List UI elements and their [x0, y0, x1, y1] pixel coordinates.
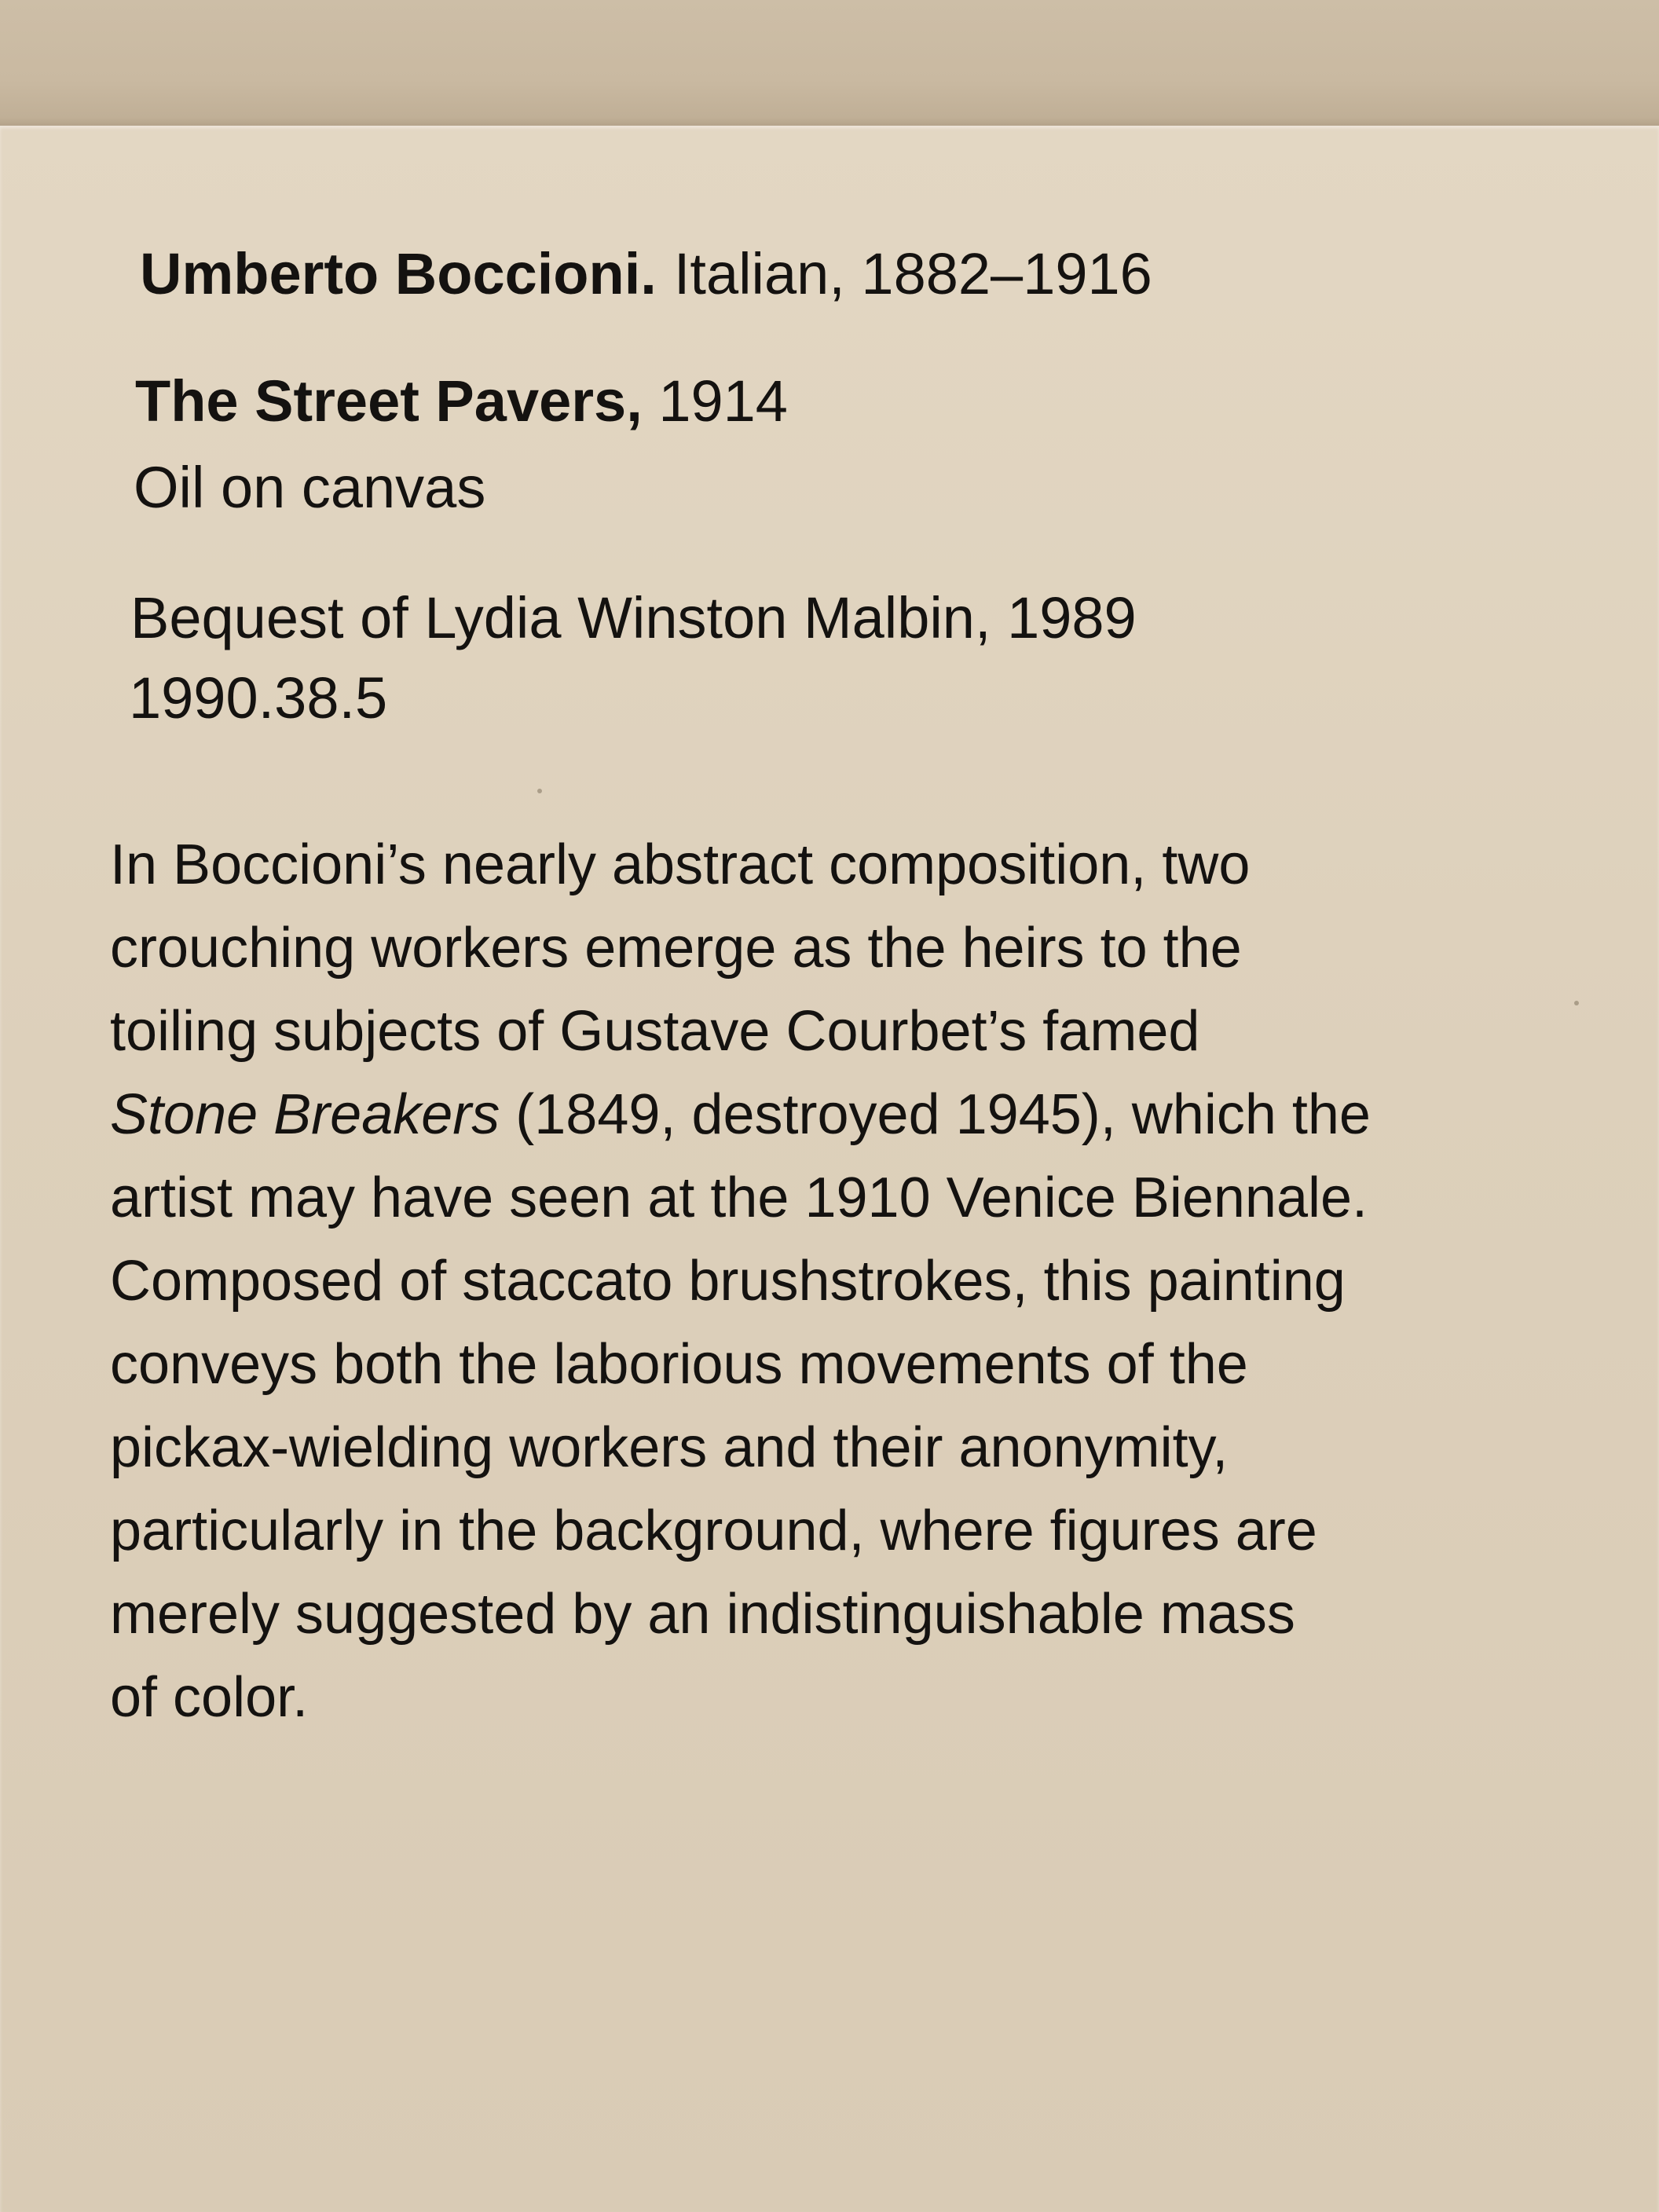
artwork-title-line	[135, 368, 788, 434]
description-line: toiling subjects of Gustave Courbet’s famed	[110, 1000, 1200, 1063]
description-line: pickax-wielding workers and their anonymity,	[110, 1416, 1229, 1479]
credit-line: Bequest of Lydia Winston Malbin, 1989	[130, 585, 1137, 650]
label-description	[110, 823, 1602, 1739]
accession-number: 1990.38.5	[129, 665, 388, 731]
description-line: of color.	[110, 1666, 309, 1729]
description-line: merely suggested by an indistinguishable mass	[110, 1583, 1295, 1646]
artwork-year: 1914	[658, 368, 788, 434]
description-line-with-title	[110, 1073, 1602, 1156]
description-line: particularly in the background, where figures are	[110, 1500, 1317, 1562]
artist-nationality: Italian, 1882–1916	[673, 241, 1152, 306]
artist-name: Umberto Boccioni.	[140, 241, 657, 306]
wall-background	[0, 0, 1659, 134]
description-line: conveys both the laborious movements of the	[110, 1333, 1248, 1396]
dust-speck	[1574, 1001, 1579, 1005]
artwork-title: The Street Pavers,	[135, 368, 643, 434]
description-line: Composed of staccato brushstrokes, this painting	[110, 1250, 1346, 1313]
description-line: artist may have seen at the 1910 Venice Biennale.	[110, 1166, 1368, 1229]
description-line-rest: (1849, destroyed 1945), which the	[515, 1083, 1371, 1146]
description-line: In Boccioni’s nearly abstract composition, two	[110, 833, 1251, 896]
artist-line	[140, 241, 1152, 306]
description-line: crouching workers emerge as the heirs to the	[110, 917, 1242, 980]
artwork-medium: Oil on canvas	[134, 455, 486, 520]
dust-speck	[537, 789, 542, 793]
referenced-work-title: Stone Breakers	[110, 1083, 500, 1146]
